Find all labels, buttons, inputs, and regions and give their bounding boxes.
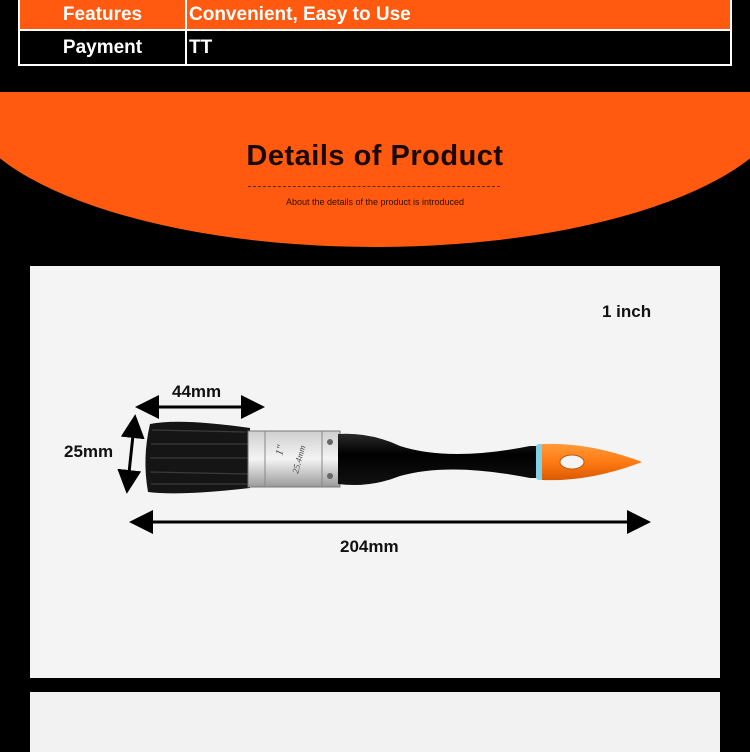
spec-value: Convenient, Easy to Use	[186, 0, 731, 30]
length-label: 204mm	[340, 537, 399, 556]
spec-key: Features	[19, 0, 186, 30]
bristles	[145, 422, 250, 494]
spec-row-features	[19, 0, 731, 30]
title-divider	[248, 186, 500, 187]
height-label: 25mm	[64, 442, 114, 461]
section-title: Details of Product	[246, 140, 504, 172]
handle	[338, 434, 642, 485]
spec-key: Payment	[19, 30, 186, 65]
ferrule-size-text: 1"	[273, 443, 288, 457]
width-label: 44mm	[172, 382, 222, 401]
size-label: 1 inch	[602, 302, 652, 321]
spec-value: TT	[186, 30, 731, 65]
ferrule-mm-text: 25.4mm	[290, 444, 308, 475]
product-photo	[30, 266, 720, 678]
ferrule	[248, 431, 340, 487]
section-subtitle: About the details of the product is introduced	[285, 197, 465, 207]
paint-brush-illustration	[30, 266, 720, 678]
next-product-photo	[30, 692, 720, 752]
spec-row-payment	[19, 30, 731, 65]
height-arrow	[128, 426, 134, 482]
spec-table	[18, 0, 732, 66]
